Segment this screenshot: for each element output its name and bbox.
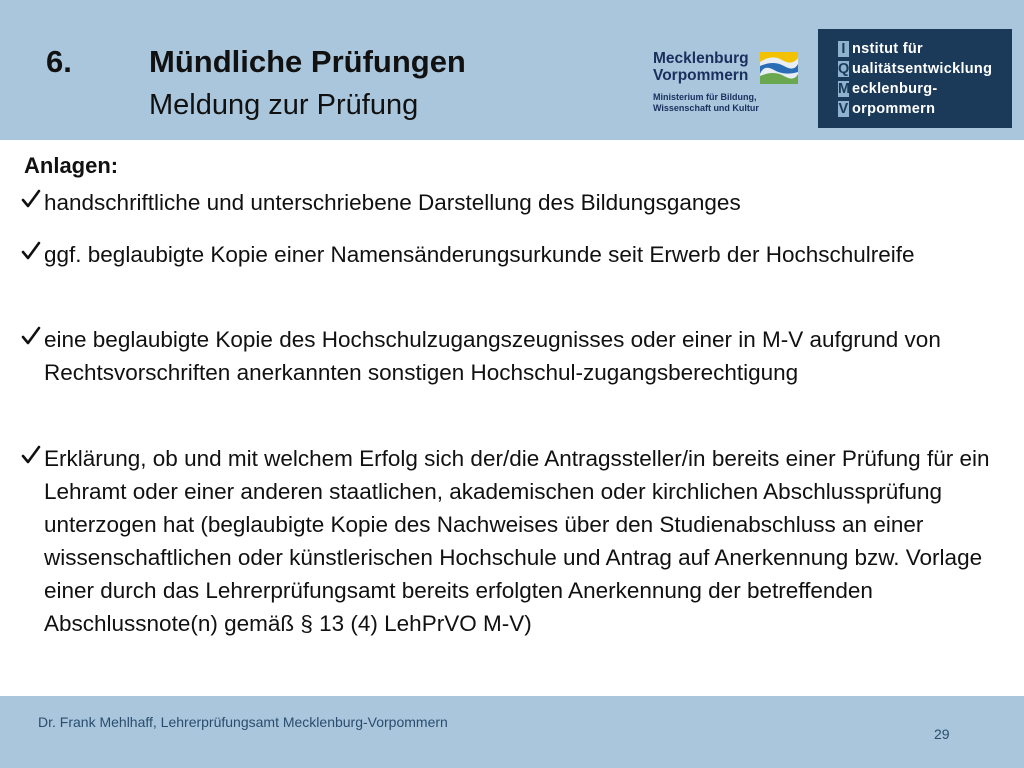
list-item-text: Erklärung, ob und mit welchem Erfolg sich der/die Antragssteller/in bereits einer Prüfung für ein Lehramt oder einer anderen staatlichen, akademischen oder kirchlichen Abschlussprüfung unterzogen hat (beglaubigte Kopie des Nachweises über den Studienabschluss an einer wissenschaftlichen oder künstlerischen Hochschule und Antrag auf Anerkennung bzw. Vorlage einer durch das Lehrerprüfungsamt bereits erfolgten Anerkennung der betreffenden Abschlussnote(n) gemäß § 13 (4) LehPrVO M-V): [44, 446, 990, 636]
iq-logo-line: [838, 41, 923, 57]
slide-content: [0, 140, 1024, 696]
list-item-text: eine beglaubigte Kopie des Hochschulzugangszeugnisses oder einer in M-V aufgrund von Rechtsvorschriften anerkannten sonstigen Hochschul-zugangsberechtigung: [44, 327, 941, 385]
iq-logo-letter: M: [838, 81, 851, 97]
header-band: [0, 0, 1024, 140]
iq-logo-text: nstitut für: [852, 41, 923, 57]
slide-number-label: 6.: [46, 44, 72, 79]
iq-logo-line: [838, 81, 938, 97]
checkmark-icon: [20, 238, 42, 264]
checkmark-icon: [20, 186, 42, 212]
page-number: 29: [934, 726, 950, 742]
iq-logo-line: [838, 61, 992, 77]
list-item-text: handschriftliche und unterschriebene Darstellung des Bildungsganges: [44, 190, 741, 215]
list-item-text: ggf. beglaubigte Kopie einer Namensänderungsurkunde seit Erwerb der Hochschulreife: [44, 242, 915, 267]
checkmark-icon: [20, 323, 42, 349]
iq-logo-letter: I: [838, 41, 849, 57]
footer-author: Dr. Frank Mehlhaff, Lehrerprüfungsamt Mecklenburg-Vorpommern: [38, 714, 448, 730]
mv-logo-ministry: [653, 92, 759, 114]
mv-ministry-logo: [648, 46, 808, 118]
iq-logo-letter: V: [838, 101, 849, 117]
mv-emblem-icon: [760, 52, 798, 84]
iq-logo-text: orpommern: [852, 101, 936, 117]
mv-logo-ministry-line2: Wissenschaft und Kultur: [653, 103, 759, 113]
mv-logo-name-line2: Vorpommern: [653, 67, 749, 84]
slide-title: Mündliche Prüfungen: [149, 44, 466, 79]
mv-logo-name: [653, 50, 749, 84]
footer-band: [0, 696, 1024, 768]
iq-mv-logo: [818, 29, 1012, 128]
mv-logo-ministry-line1: Ministerium für Bildung,: [653, 92, 757, 102]
anlagen-heading: Anlagen:: [24, 153, 119, 178]
slide-subtitle: Meldung zur Prüfung: [149, 89, 419, 121]
iq-logo-line: [838, 101, 935, 117]
checkmark-icon: [20, 442, 42, 468]
mv-logo-name-line1: Mecklenburg: [653, 50, 749, 67]
iq-logo-text: ualitätsentwicklung: [852, 61, 993, 77]
iq-logo-text: ecklenburg-: [852, 81, 938, 97]
iq-logo-letter: Q: [838, 61, 850, 77]
